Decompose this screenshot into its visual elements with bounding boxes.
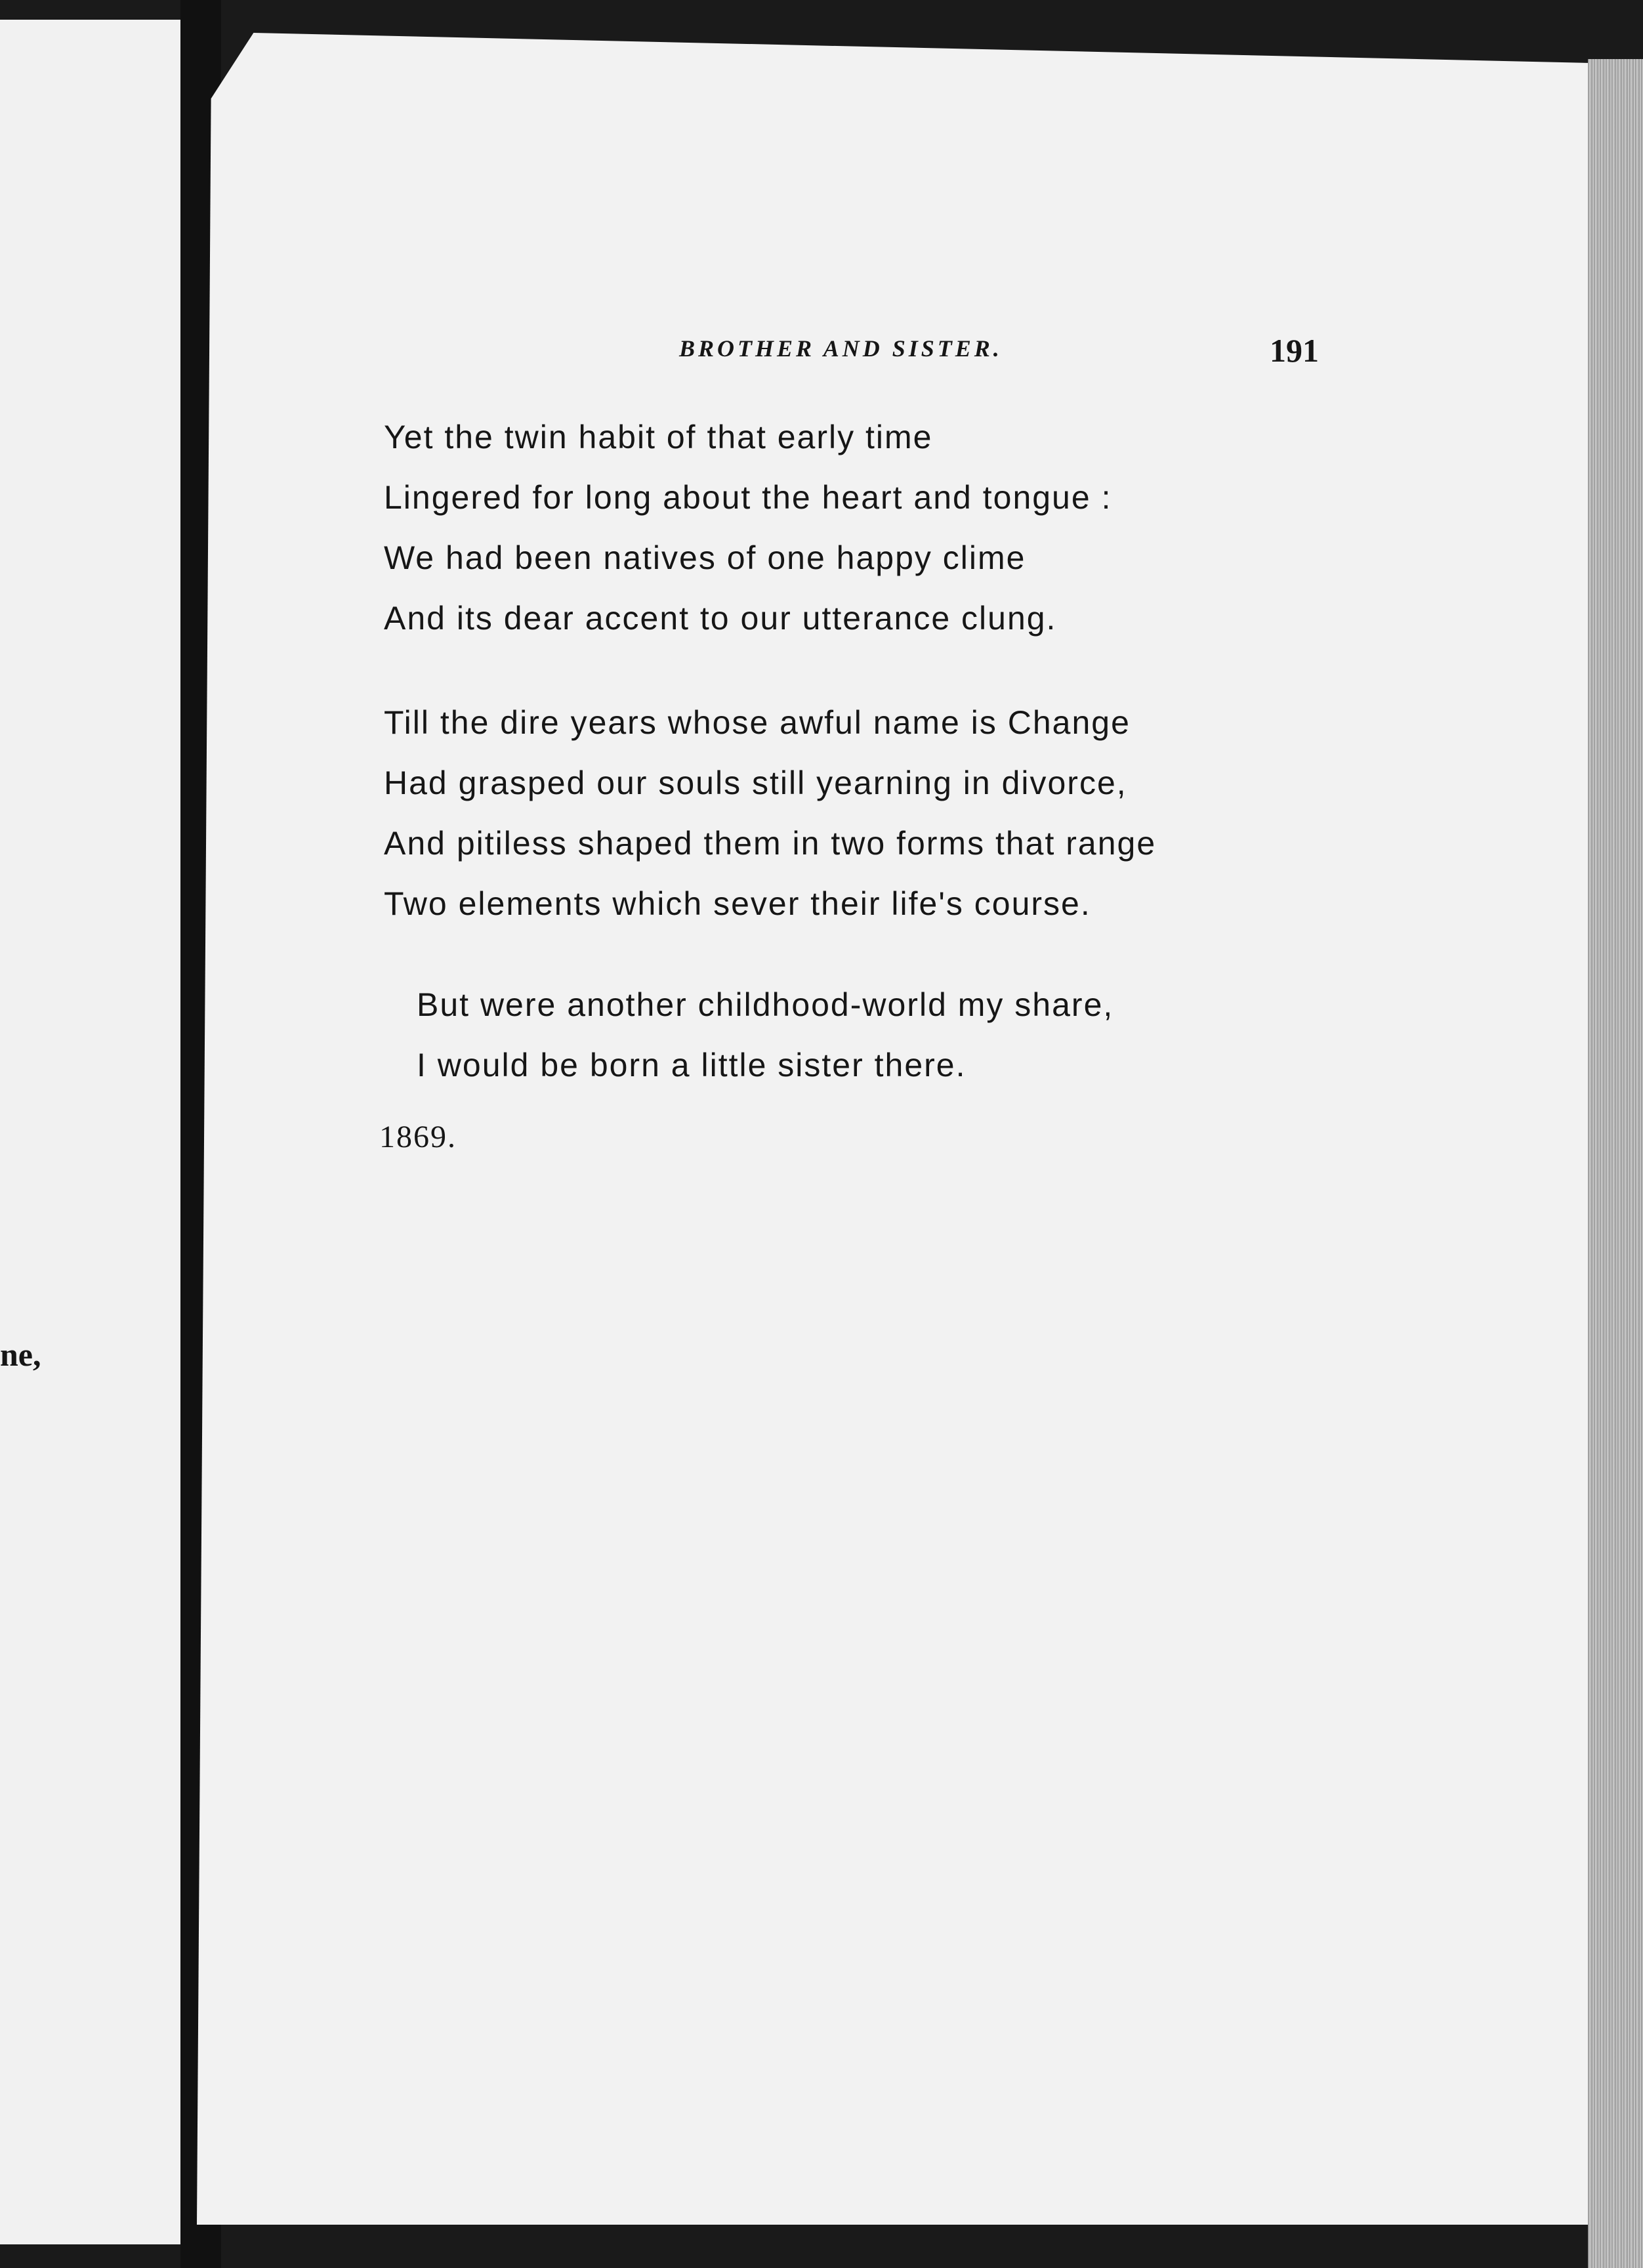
facing-page-text-fragment: ne,: [0, 1336, 41, 1373]
page-number: 191: [1270, 332, 1319, 369]
stanza-2: [384, 692, 1156, 934]
verse-line: Had grasped our souls still yearning in divorce,: [384, 765, 1127, 801]
verse-line: Two elements which sever their life's course.: [384, 885, 1091, 922]
verse-line: We had been natives of one happy clime: [384, 539, 1026, 576]
verse-line: But were another childhood-world my share,: [417, 986, 1114, 1023]
poem-date: 1869.: [379, 1120, 457, 1154]
verse-line: Yet the twin habit of that early time: [384, 419, 933, 455]
verse-line: Lingered for long about the heart and tongue :: [384, 479, 1112, 516]
verse-line: I would be born a little sister there.: [417, 1047, 967, 1083]
verse-line: Till the dire years whose awful name is Change: [384, 704, 1131, 741]
stanza-3: [417, 975, 1113, 1095]
verse-line: And pitiless shaped them in two forms that range: [384, 825, 1157, 862]
running-head: BROTHER AND SISTER.: [679, 335, 1003, 362]
verse-line: And its dear accent to our utterance clung.: [384, 600, 1057, 637]
stanza-1: [384, 407, 1112, 648]
